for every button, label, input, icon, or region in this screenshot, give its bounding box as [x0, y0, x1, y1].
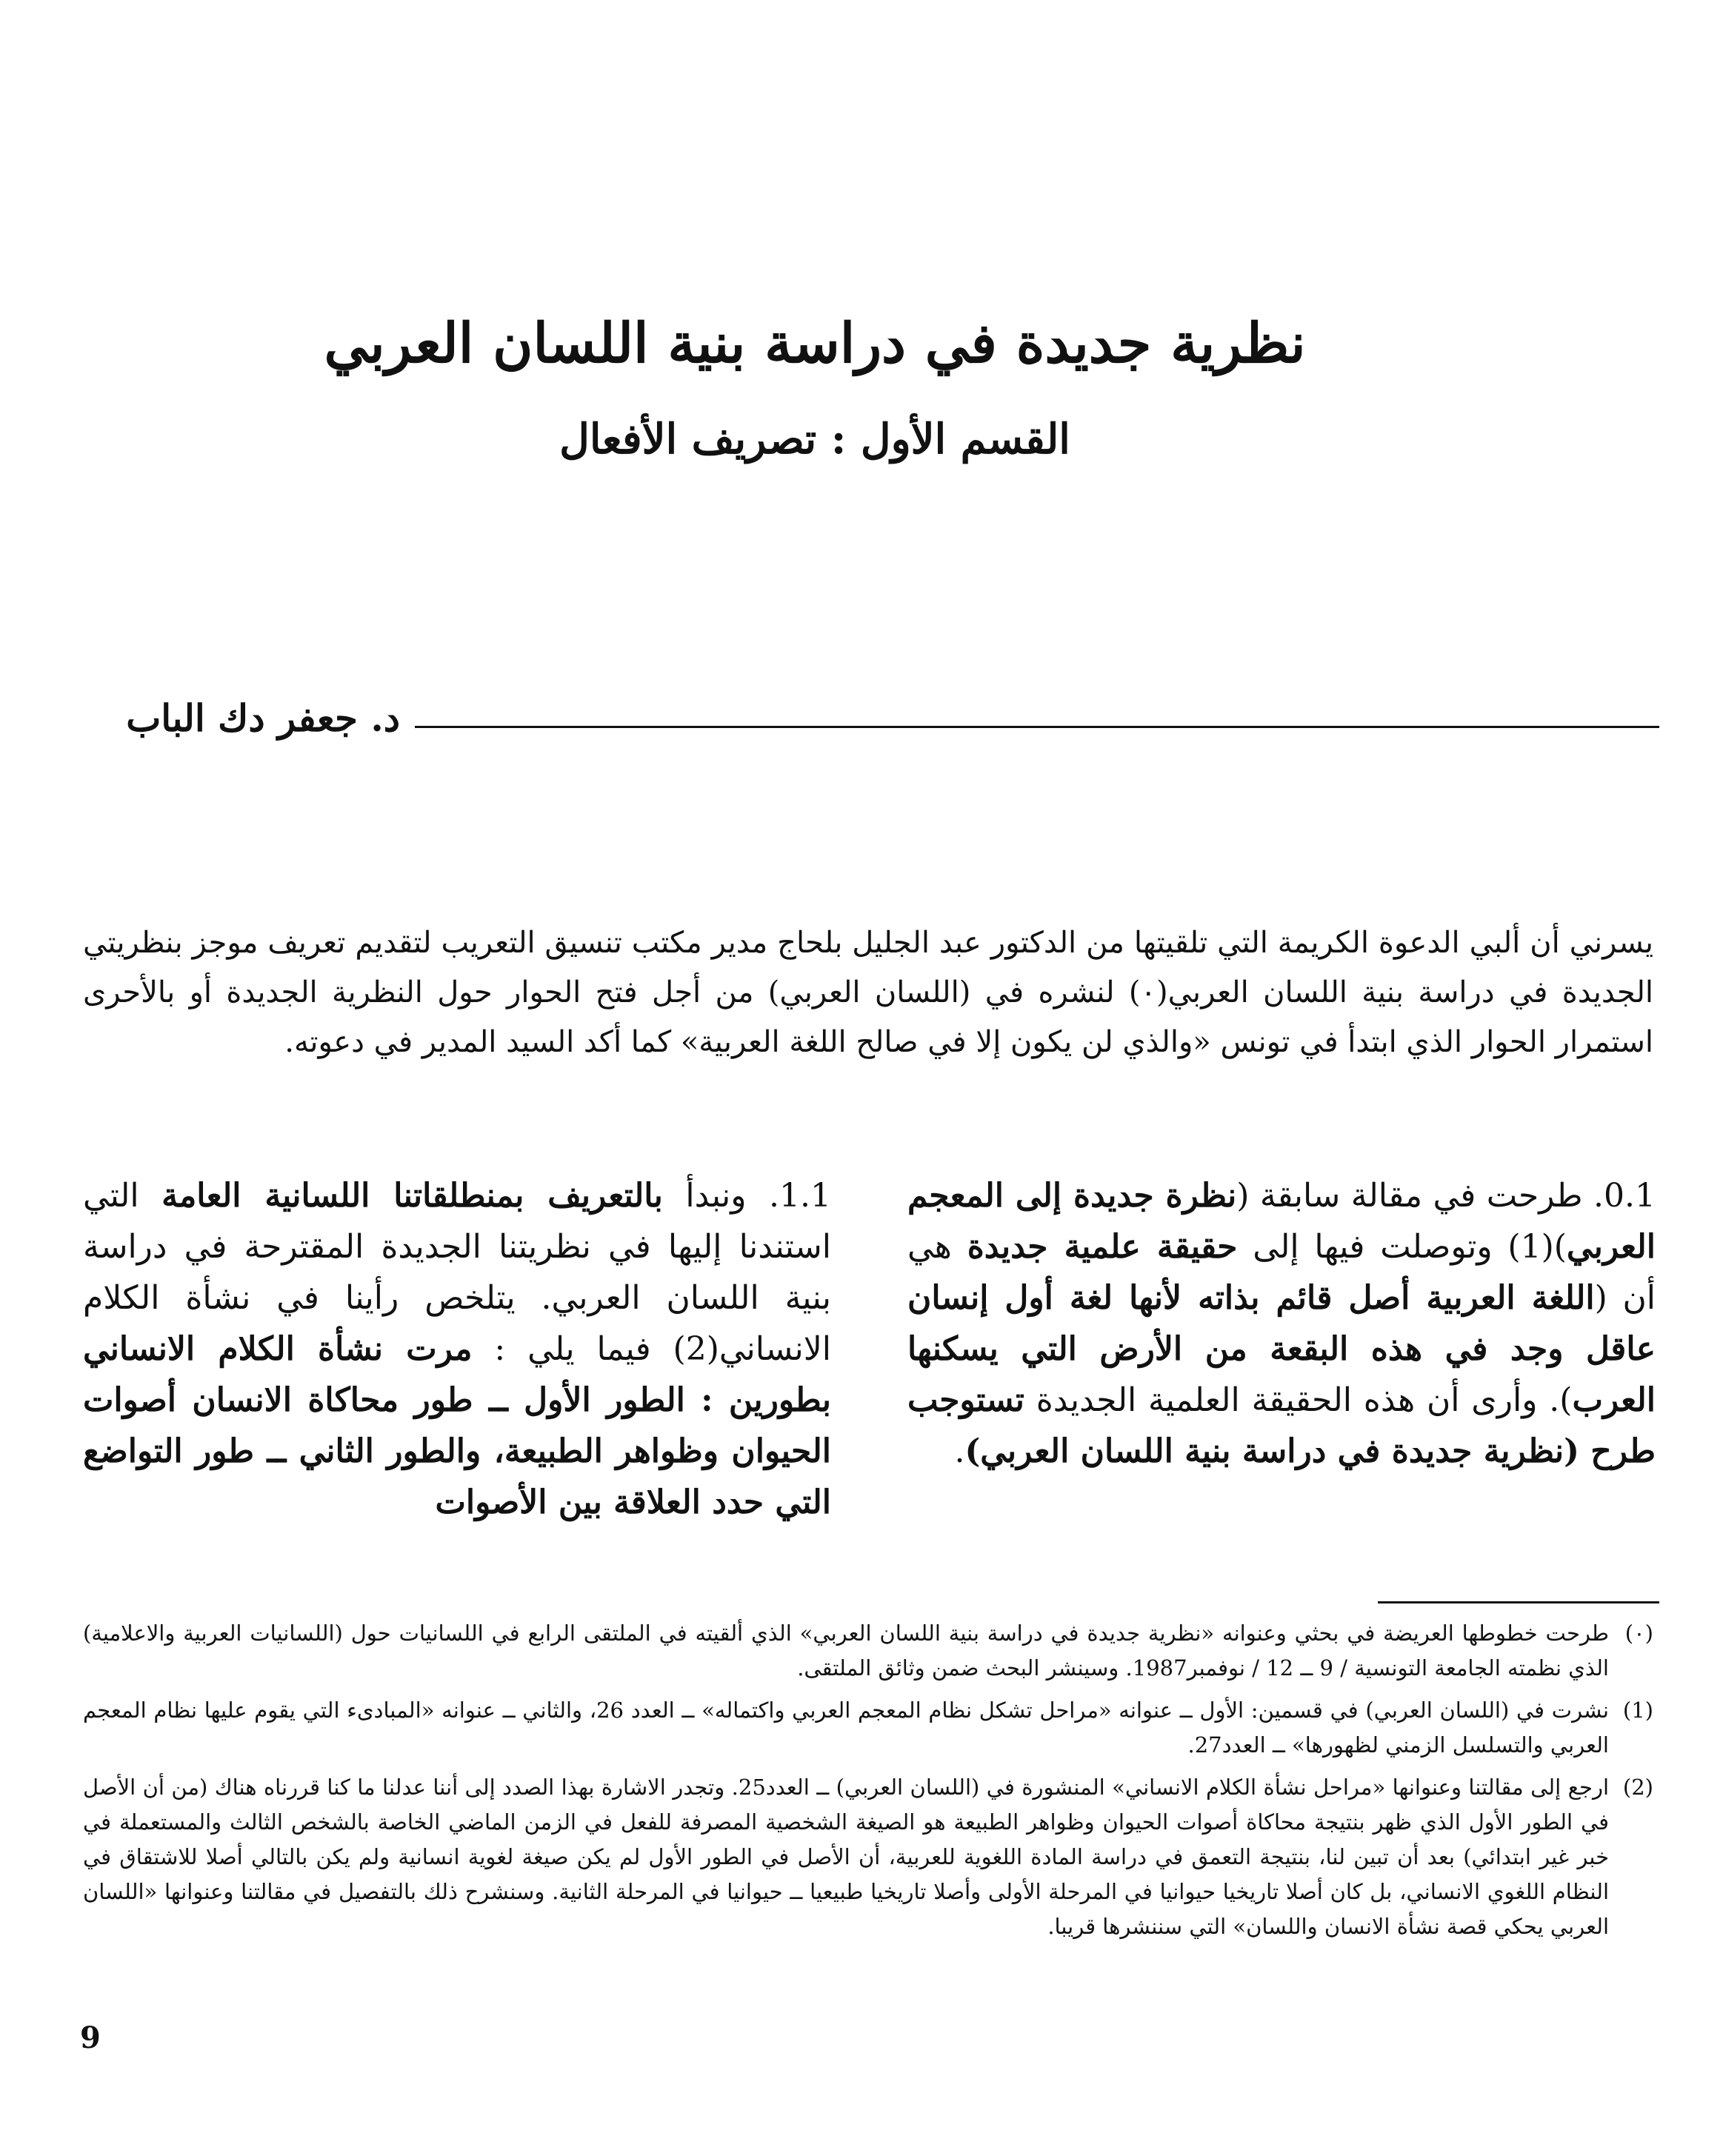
footnote-text: طرحت خطوطها العريضة في بحثي وعنوانه «نظرية جديدة في دراسة بنية اللسان العربي» الذي ألقيته في الملتقى الرابع في اللسانيات حول (اللسانيات العربية والاعلامية) الذي نظمته الجامعة التونسية / 9 ــ 12 / نوفمبر1987. وسينشر البحث ضمن وثائق الملتقى. [83, 1621, 1609, 1681]
section-0-1-text-4: ). وأرى أن هذه الحقيقة العلمية الجديدة [1024, 1381, 1573, 1419]
section-0-1-bold-3: اللغة العربية أصل قائم بذاته لأنها لغة أول إنسان عاقل وجد في هذه البقعة من الأرض التي يسكنها العرب [907, 1279, 1656, 1419]
footnotes [83, 1616, 1653, 1952]
section-1-1 [83, 1170, 831, 1528]
article-subtitle: القسم الأول : تصريف الأفعال [559, 415, 1070, 464]
author-name: د. جعفر دك الباب [126, 696, 400, 740]
footnote-mark: (2) [1622, 1775, 1653, 1800]
footnote [83, 1616, 1653, 1686]
section-0-1-text-5: . [954, 1432, 965, 1470]
section-0-1-text-1: 0.1. طرحت في مقالة سابقة ( [1236, 1177, 1656, 1215]
section-1-1-bold-1: بالتعريف بمنطلقاتنا اللسانية العامة [161, 1177, 663, 1215]
section-0-1 [907, 1170, 1656, 1477]
section-0-1-bold-1: نظرة جديدة إلى المعجم العربي [907, 1177, 1656, 1266]
article-title: نظرية جديدة في دراسة بنية اللسان العربي [324, 312, 1306, 376]
section-0-1-text-3: هي أن ( [907, 1228, 1656, 1317]
footnote [83, 1693, 1653, 1763]
intro-paragraph: يسرني أن ألبي الدعوة الكريمة التي تلقيتها من الدكتور عبد الجليل بلحاج مدير مكتب تنسيق التعريب لتقديم تعريف موجز بنظريتي الجديدة في دراسة بنية اللسان العربي(٠) لنشره في (اللسان العربي) من أجل فتح الحوار حول النظرية الجديدة أو بالأحرى استمرار الحوار الذي ابتدأ في تونس «والذي لن يكون إلا في صالح اللغة العربية» كما أكد السيد المدير في دعوته. [83, 926, 1653, 1059]
section-0-1-bold-4: تستوجب طرح (نظرية جديدة في دراسة بنية اللسان العربي) [907, 1381, 1656, 1470]
footnote-mark: (1) [1622, 1698, 1653, 1723]
section-0-1-bold-2: حقيقة علمية جديدة [967, 1228, 1238, 1266]
page-number: 9 [80, 2020, 101, 2055]
section-1-1-text-1: 1.1. ونبدأ [662, 1177, 831, 1215]
footnote-mark: (٠) [1624, 1621, 1653, 1646]
section-1-1-text-2: التي استندنا إليها في نظريتنا الجديدة المقترحة في دراسة بنية اللسان العربي. يتلخص رأينا في نشأة الكلام الانساني(2) فيما يلي : [83, 1177, 832, 1368]
section-0-1-text-2: )(1) وتوصلت فيها إلى [1237, 1228, 1567, 1266]
author-rule [415, 726, 1659, 728]
footnote-text: ارجع إلى مقالتنا وعنوانها «مراحل نشأة الكلام الانساني» المنشورة في (اللسان العربي) ــ العدد25. وتجدر الاشارة بهذا الصدد إلى أننا عدلنا ما كنا قررناه هناك (من أن الأصل في الطور الأول الذي ظهر بنتيجة محاكاة أصوات الحيوان وظواهر الطبيعة هو الصيغة الشخصية المصرفة للفعل في الزمن الماضي الخاصة بالشخص الثالث والمستعملة في خبر غير ابتدائي) بعد أن تبين لنا، بنتيجة التعمق في دراسة المادة اللغوية للعربية، أن الأصل في الطور الأول لم يكن صيغة لغوية انسانية ولم يكن بالتالي أصلا للاشتقاق في النظام اللغوي الانساني، بل كان أصلا تاريخيا حيوانيا في المرحلة الأولى وأصلا تاريخيا طبيعيا ــ حيوانيا في المرحلة الثانية. وسنشرح ذلك بالتفصيل في مقالتنا وعنوانها «اللسان العربي يحكي قصة نشأة الانسان واللسان» التي سننشرها قريبا. [83, 1775, 1609, 1939]
footnote-rule [1378, 1601, 1659, 1603]
section-1-1-bold-2: مرت نشأة الكلام الانساني بطورين : الطور الأول ــ طور محاكاة الانسان أصوات الحيوان وظواهر الطبيعة، والطور الثاني ــ طور التواضع التي حدد العلاقة بين الأصوات [83, 1330, 831, 1521]
footnote-text: نشرت في (اللسان العربي) في قسمين: الأول ــ عنوانه «مراحل تشكل نظام المعجم العربي واكتماله» ــ العدد 26، والثاني ــ عنوانه «المبادىء التي يقوم عليها نظام المعجم العربي والتسلسل الزمني لظهورها» ــ العدد27. [83, 1698, 1609, 1758]
footnote [83, 1770, 1653, 1944]
